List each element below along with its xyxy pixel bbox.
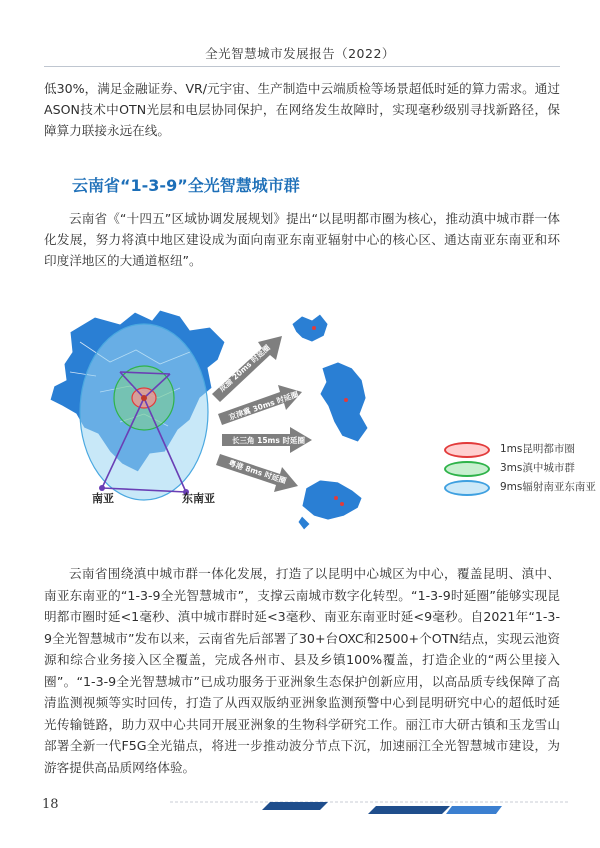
yunnan-latency-figure: 成渝 20ms 时延圈 京津冀 30ms 时延圈 长三角 15ms 时延圈 粤港 8ms 时延圈 南亚 东南亚 1ms昆明都市圈 3ms滇中城市群 9ms辐射南亚东南亚: [40, 302, 570, 542]
beijing-region-map: [292, 314, 328, 342]
arrow-1-label: 成渝 20ms 时延圈: [217, 343, 272, 394]
arrow-4-label: 粤港 8ms 时延圈: [227, 458, 288, 486]
figure-graphic: [40, 302, 570, 542]
legend-swatch-red: [444, 442, 490, 458]
header-divider: [44, 66, 560, 67]
paragraph-details: 云南省围绕滇中城市群一体化发展，打造了以昆明中心城区为中心，覆盖昆明、滇中、南亚东南亚的“1-3-9全光智慧城市”，支撑云南城市数字化转型。“1-3-9时延圈”能够实现昆明都市圈时延<1毫秒、滇中城市群时延<3毫秒、南亚东南亚时延<9毫秒。自2021年“1-3-9全光智慧城市”发布以来，云南省先后部署了30+台OXC和2500+个OTN结点，实现云池资源和综合业务接入区全覆盖，完成各州市、县及乡镇100%覆盖，打造企业的“两公里接入圈”。“1-3-9全光智慧城市”已成功服务于亚洲象生态保护创新应用，以高品质专线保障了高清监测视频等实时回传，打造了从西双版纳亚洲象监测预警中心到昆明研究中心的超低时延光传输链路，助力双中心共同开展亚洲象的生物科学研究工作。丽江市大研古镇和玉龙雪山部署全新一代F5G全光锚点，将进一步推动波分节点下沉，加速丽江全光智慧城市建设，为游客提供高品质网络体验。: [44, 566, 560, 775]
yangtze-delta-map: [320, 362, 368, 442]
arrow-2-label: 京津冀 30ms 时延圈: [227, 389, 300, 422]
page-number: 18: [42, 797, 59, 812]
legend-swatch-blue: [444, 480, 490, 496]
paragraph-intro: 低30%，满足金融证券、VR/元宇宙、生产制造中云端质检等场景超低时延的算力需求。通过ASON技术中OTN光层和电层协同保护，在网络发生故障时，实现毫秒级别寻找新路径，保障算力联接永远在线。: [44, 81, 560, 138]
paragraph-plan: 云南省《“十四五”区域协调发展规划》提出“以昆明都市圈为核心，推动滇中城市群一体化发展，努力将滇中地区建设成为面向南亚东南亚辐射中心的核心区、通达南亚东南亚和环印度洋地区的大通道枢纽”。: [44, 211, 560, 268]
guangdong-region-map: [302, 480, 362, 520]
label-south-asia: 南亚: [92, 492, 114, 505]
label-southeast-asia: 东南亚: [182, 492, 215, 505]
footer-decoration: [170, 796, 570, 820]
arrow-3-label: 长三角 15ms 时延圈: [232, 436, 305, 445]
section-title: 云南省“1-3-9”全光智慧城市群: [72, 176, 300, 195]
legend-swatch-green: [444, 461, 490, 477]
report-header-title: 全光智慧城市发展报告（2022）: [205, 46, 395, 61]
